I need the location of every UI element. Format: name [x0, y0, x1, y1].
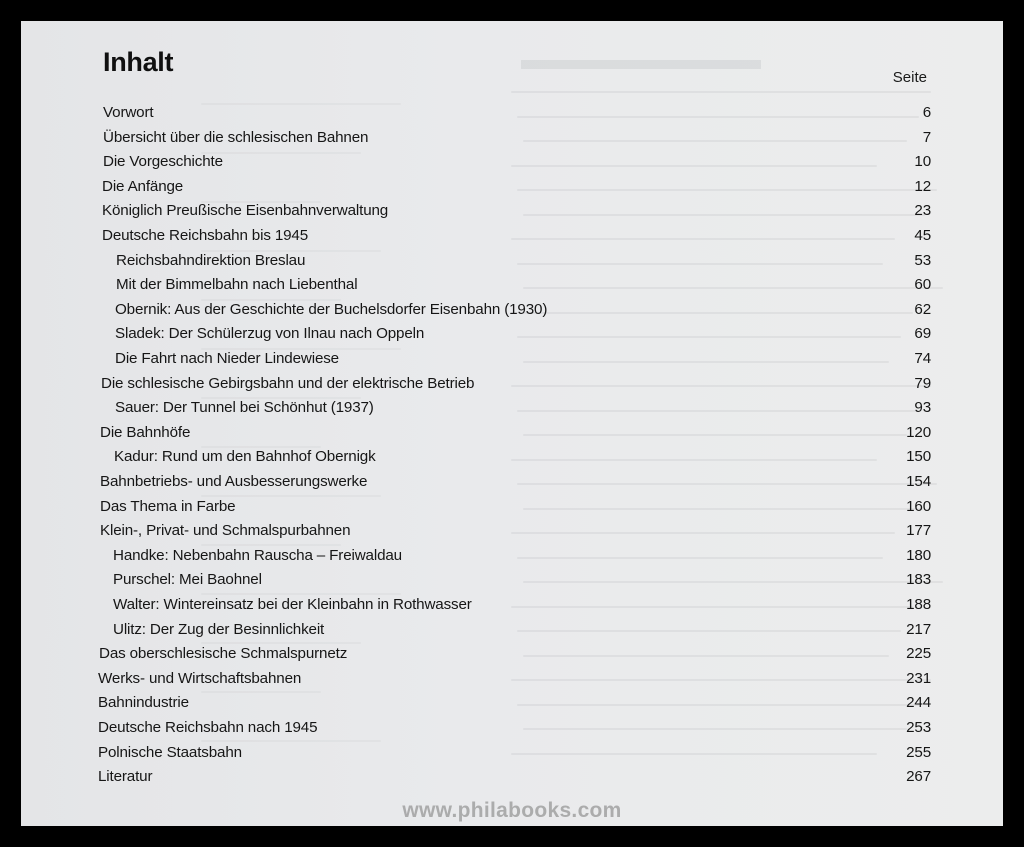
toc-entry-page-number: 69	[914, 325, 931, 343]
bleed-through-line	[511, 91, 931, 93]
toc-entry	[21, 322, 1003, 346]
toc-entry-title: Walter: Wintereinsatz bei der Kleinbahn in Rothwasser	[113, 596, 472, 613]
page-column-header: Seite	[892, 69, 927, 86]
toc-entry-page-number: 74	[914, 350, 931, 367]
toc-entry-title: Die Bahnhöfe	[100, 423, 191, 441]
toc-entry-page-number: 177	[906, 522, 931, 540]
toc-entry-title: Obernik: Aus der Geschichte der Buchelsdorfer Eisenbahn (1930)	[115, 300, 548, 318]
toc-entry	[21, 495, 1003, 519]
book-page	[21, 21, 1003, 826]
toc-entry-page-number: 160	[906, 497, 931, 515]
toc-entry	[21, 593, 1003, 617]
toc-entry	[21, 741, 1003, 765]
toc-entry	[21, 175, 1003, 199]
toc-entry-title: Die Anfänge	[102, 177, 184, 195]
toc-entry	[21, 347, 1003, 371]
toc-entry-title: Werks- und Wirtschaftsbahnen	[98, 669, 302, 687]
toc-entry-page-number: 225	[906, 645, 931, 663]
toc-entry-page-number: 10	[914, 153, 931, 171]
toc-entry-title: Bahnbetriebs- und Ausbesserungswerke	[100, 473, 368, 490]
toc-entry	[21, 445, 1003, 469]
toc-entry	[21, 765, 1003, 789]
toc-entry	[21, 396, 1003, 420]
toc-entry-page-number: 267	[906, 768, 931, 786]
toc-entry	[21, 642, 1003, 666]
toc-entry-title: Polnische Staatsbahn	[98, 743, 242, 761]
toc-entry-title: Die schlesische Gebirgsbahn und der elektrische Betrieb	[101, 374, 475, 392]
toc-entry-page-number: 231	[906, 669, 931, 687]
toc-entry-page-number: 62	[914, 300, 931, 318]
toc-entry	[21, 298, 1003, 322]
toc-entry-title: Königlich Preußische Eisenbahnverwaltung	[102, 202, 389, 220]
toc-entry-title: Das Thema in Farbe	[100, 497, 236, 515]
toc-entry	[21, 273, 1003, 297]
toc-entry-title: Handke: Nebenbahn Rauscha – Freiwaldau	[113, 546, 402, 564]
toc-entry-page-number: 180	[906, 546, 931, 564]
toc-entry	[21, 667, 1003, 691]
toc-entry-page-number: 12	[914, 177, 931, 195]
toc-entry-title: Literatur	[98, 768, 153, 786]
toc-entry	[21, 716, 1003, 740]
page-title: Inhalt	[103, 47, 174, 77]
toc-entry-title: Ulitz: Der Zug der Besinnlichkeit	[113, 620, 325, 638]
toc-entry-title: Purschel: Mei Baohnel	[113, 571, 262, 589]
toc-entry-title: Die Vorgeschichte	[103, 153, 223, 171]
toc-entry-title: Kadur: Rund um den Bahnhof Obernigk	[114, 448, 376, 466]
toc-entry-page-number: 79	[914, 374, 931, 392]
toc-entry	[21, 199, 1003, 223]
toc-entry-page-number: 60	[914, 276, 931, 294]
toc-entry-page-number: 23	[914, 202, 931, 220]
toc-entry	[21, 544, 1003, 568]
toc-entry-page-number: 255	[906, 743, 931, 761]
toc-entry	[21, 519, 1003, 543]
toc-entry-page-number: 253	[906, 719, 931, 736]
toc-entry-page-number: 150	[906, 448, 931, 466]
toc-entry	[21, 249, 1003, 273]
toc-entry-page-number: 6	[922, 104, 931, 121]
toc-entry-page-number: 244	[906, 694, 931, 712]
toc-entry	[21, 618, 1003, 642]
toc-entry-title: Deutsche Reichsbahn bis 1945	[102, 227, 309, 244]
toc-entry-title: Vorwort	[103, 104, 154, 121]
watermark: www.philabooks.com	[402, 799, 622, 822]
toc-entry	[21, 126, 1003, 150]
toc-entry	[21, 691, 1003, 715]
toc-entry-title: Deutsche Reichsbahn nach 1945	[98, 719, 318, 736]
toc-entry	[21, 101, 1003, 125]
bleed-through-heading: ▬▬▬▬▬▬▬▬	[521, 43, 761, 76]
toc-entry-page-number: 183	[906, 571, 931, 589]
toc-entry-title: Klein-, Privat- und Schmalspurbahnen	[100, 522, 351, 540]
toc-entry-title: Sauer: Der Tunnel bei Schönhut (1937)	[115, 399, 374, 417]
toc-entry-page-number: 45	[914, 227, 931, 244]
toc-entry-title: Sladek: Der Schülerzug von Ilnau nach Oppeln	[115, 325, 425, 343]
toc-entry	[21, 372, 1003, 396]
toc-entry-title: Bahnindustrie	[98, 694, 189, 712]
toc-entry-page-number: 217	[906, 620, 931, 638]
toc-entry-title: Das oberschlesische Schmalspurnetz	[99, 645, 348, 663]
toc-entry-title: Übersicht über die schlesischen Bahnen	[103, 128, 369, 146]
toc-entry-title: Reichsbahndirektion Breslau	[116, 251, 306, 269]
toc-entry-page-number: 120	[906, 423, 931, 441]
toc-entry	[21, 224, 1003, 248]
toc-entry-title: Die Fahrt nach Nieder Lindewiese	[115, 350, 339, 367]
toc-entry-page-number: 7	[922, 128, 931, 146]
toc-entry-page-number: 93	[914, 399, 931, 417]
toc-entry	[21, 421, 1003, 445]
toc-entry	[21, 150, 1003, 174]
toc-entry	[21, 568, 1003, 592]
toc-entry-page-number: 53	[914, 251, 931, 269]
toc-entry-page-number: 188	[906, 596, 931, 613]
toc-entry-title: Mit der Bimmelbahn nach Liebenthal	[116, 276, 358, 294]
toc-entry-page-number: 154	[906, 473, 931, 490]
toc-entry	[21, 470, 1003, 494]
